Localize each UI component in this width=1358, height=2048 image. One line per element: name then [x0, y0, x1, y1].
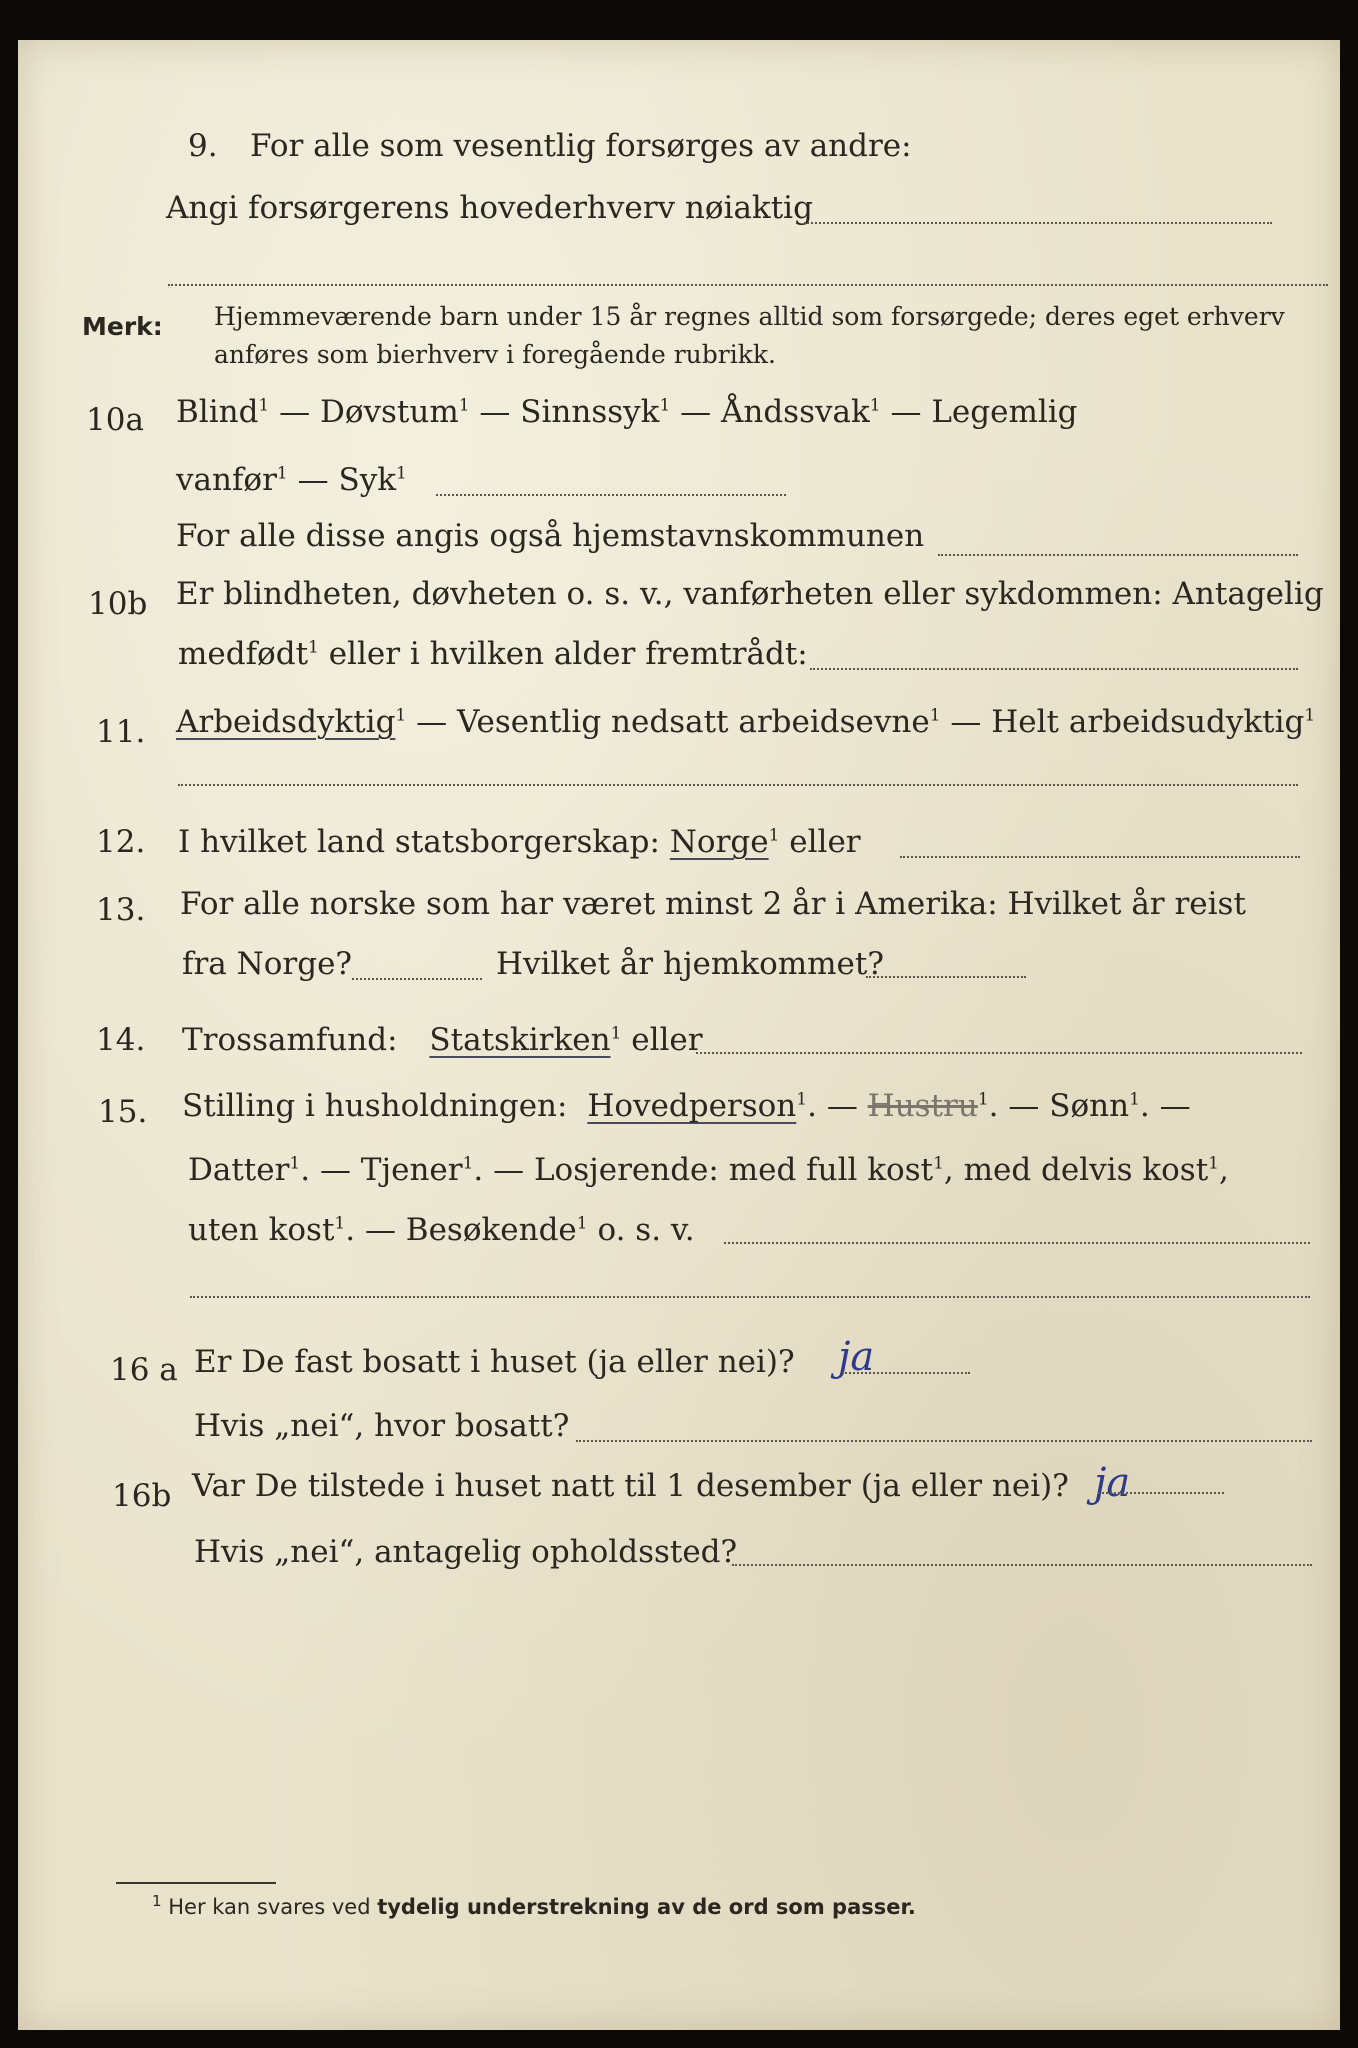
question-options: vanfør$^1$ — Syk$^1$ — [176, 462, 407, 498]
question-number: 15. — [98, 1094, 148, 1130]
option-delvis-kost[interactable]: , med delvis kost — [943, 1152, 1209, 1188]
question-options: Arbeidsdyktig$^1$ — Vesentlig nedsatt arbeidsevne$^1$ — Helt arbeidsudyktig$^1$ — [176, 704, 1316, 740]
option-udyktig[interactable]: — Helt arbeidsudyktig — [940, 704, 1305, 740]
question-subtext: Angi forsørgerens hovederhverv nøiaktig — [166, 190, 813, 226]
option-nedsatt[interactable]: — Vesentlig nedsatt arbeidsevne — [406, 704, 930, 740]
question-number: 14. — [96, 1022, 146, 1058]
question-number: 16b — [112, 1478, 172, 1514]
option-datter[interactable]: Datter — [188, 1152, 290, 1188]
option-hustru[interactable]: Hustru — [867, 1088, 978, 1124]
question-options: uten kost$^1$. — Besøkende$^1$ o. s. v. — [188, 1212, 695, 1248]
question-options: Blind$^1$ — Døvstum$^1$ — Sinnssyk$^1$ — Åndssvak$^1$ — Legemlig — [176, 394, 1078, 430]
option-hovedperson[interactable]: Hovedperson — [587, 1088, 797, 1124]
answer-line-hjemkommet[interactable] — [866, 976, 1026, 978]
option-eller: eller — [621, 1022, 703, 1058]
option-syk[interactable]: — Syk — [287, 462, 396, 498]
option-full-kost[interactable]: . — Losjerende: med full kost — [473, 1152, 934, 1188]
question-options: medfødt$^1$ eller i hvilken alder fremtrådt: — [178, 636, 808, 672]
footnote-mark: 1 — [152, 1892, 162, 1910]
option-blind[interactable]: Blind — [176, 394, 259, 430]
census-form-page — [18, 40, 1340, 2030]
question-subtext: For alle disse angis også hjemstavnskommunen — [176, 518, 925, 554]
option-sinnssyk[interactable]: — Sinnssyk — [469, 394, 660, 430]
question-number: 10b — [88, 586, 148, 622]
question-options: Stilling i husholdningen: Hovedperson$^1$. — Hustru$^1$. — Sønn$^1$. — — [182, 1088, 1191, 1124]
question-subtext: Hvis „nei“, hvor bosatt? — [194, 1408, 570, 1444]
answer-line[interactable] — [1098, 1492, 1224, 1494]
answer-line[interactable] — [810, 668, 1298, 670]
answer-line[interactable] — [436, 494, 786, 496]
question-number: 16 a — [110, 1352, 178, 1388]
option-arbeidsdyktig[interactable]: Arbeidsdyktig — [176, 704, 396, 740]
question-text: Var De tilstede i huset natt til 1 desember (ja eller nei)? — [192, 1468, 1069, 1504]
question-number: 9. — [188, 128, 218, 164]
question-number: 13. — [96, 892, 146, 928]
question-number: 10a — [86, 402, 144, 438]
footnote: $^1$ Her kan svares ved tydelig understrekning av de ord som passer. — [152, 1892, 916, 1919]
option-uten-kost[interactable]: uten kost — [188, 1212, 335, 1248]
question-number: 12. — [96, 824, 146, 860]
question-subtext-hjemkommet: Hvilket år hjemkommet? — [496, 946, 884, 982]
question-text: Trossamfund: Statskirken$^1$ eller — [182, 1022, 703, 1058]
question-number: 11. — [96, 714, 146, 750]
option-besokende[interactable]: . — Besøkende — [345, 1212, 577, 1248]
option-alder: eller i hvilken alder fremtrådt: — [318, 636, 808, 672]
answer-line[interactable] — [938, 554, 1298, 556]
answer-line[interactable] — [576, 1440, 1312, 1442]
question-text: I hvilket land statsborgerskap: Norge$^1$ eller — [178, 824, 861, 860]
option-eller: eller — [779, 824, 861, 860]
option-statskirken[interactable]: Statskirken — [429, 1022, 611, 1058]
option-medfodt[interactable]: medfødt — [178, 636, 309, 672]
handwritten-answer[interactable]: ja — [838, 1334, 875, 1380]
option-andssvak[interactable]: — Åndssvak — [670, 394, 870, 430]
answer-line[interactable] — [732, 1564, 1312, 1566]
answer-line[interactable] — [178, 784, 1298, 786]
answer-line[interactable] — [842, 1372, 970, 1374]
answer-line[interactable] — [804, 222, 1272, 224]
question-subtext: Hvis „nei“, antagelig opholdssted? — [194, 1534, 738, 1570]
footnote-rule — [116, 1882, 276, 1884]
question-text: For alle norske som har været minst 2 år i Amerika: Hvilket år reist — [180, 886, 1246, 922]
handwritten-answer[interactable]: ja — [1094, 1460, 1131, 1506]
question-text: Er blindheten, døvheten o. s. v., vanførheten eller sykdommen: Antagelig — [176, 576, 1324, 612]
answer-line[interactable] — [190, 1296, 1310, 1298]
answer-line[interactable] — [168, 284, 1328, 286]
note-line-1: Hjemmeværende barn under 15 år regnes alltid som forsørgede; deres eget erhverv — [214, 302, 1285, 331]
option-tjener[interactable]: . — Tjener — [300, 1152, 463, 1188]
note-line-2: anføres som bierhverv i foregående rubrikk. — [214, 340, 776, 369]
answer-line[interactable] — [724, 1242, 1310, 1244]
answer-line[interactable] — [900, 856, 1300, 858]
option-vanfor[interactable]: vanfør — [176, 462, 277, 498]
question-text: Er De fast bosatt i huset (ja eller nei)? — [194, 1344, 795, 1380]
option-legemlig[interactable]: — Legemlig — [880, 394, 1078, 430]
option-dovstum[interactable]: — Døvstum — [269, 394, 459, 430]
answer-line-reist[interactable] — [352, 978, 482, 980]
option-sonn[interactable]: — Sønn — [998, 1088, 1130, 1124]
question-options: Datter$^1$. — Tjener$^1$. — Losjerende: med full kost$^1$, med delvis kost$^1$, — [188, 1152, 1229, 1188]
option-norge[interactable]: Norge — [669, 824, 769, 860]
note-label: Merk: — [82, 312, 163, 341]
question-text: For alle som vesentlig forsørges av andre: — [250, 128, 912, 164]
question-subtext-reist: fra Norge? — [182, 946, 353, 982]
answer-line[interactable] — [696, 1052, 1302, 1054]
